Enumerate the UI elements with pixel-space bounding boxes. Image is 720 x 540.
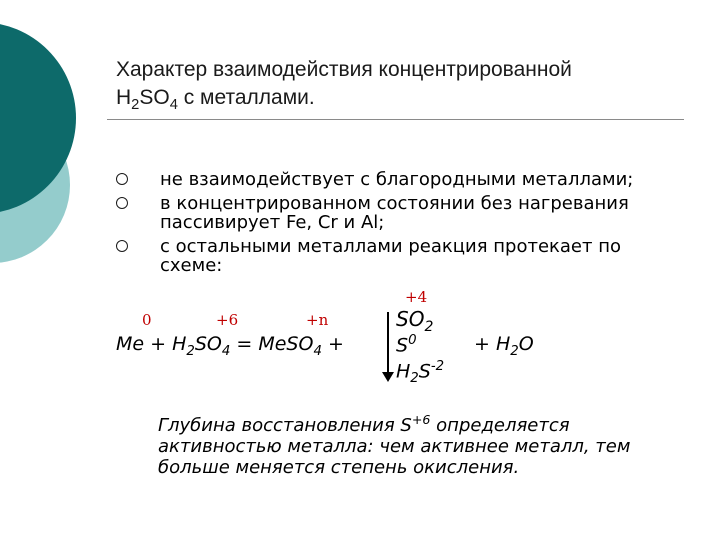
- product-so2: $SO_2$: [396, 307, 434, 335]
- ox-state-sulfur: +6: [216, 311, 239, 329]
- ox-state-so2: +4: [405, 288, 428, 306]
- arrow-down-icon: [382, 372, 394, 382]
- title-sub-2: 2: [131, 97, 140, 114]
- ox-state-metal: 0: [142, 311, 152, 329]
- conclusion-note: Глубина восстановления $S^{+6}$ определяется активностью металла: чем активнее металл, тем больше меняется степень окисления.: [158, 412, 631, 478]
- ox-state-n: +n: [306, 311, 329, 329]
- bullet-item: [116, 194, 676, 232]
- bullet-item: [116, 170, 676, 189]
- product-h2s: $H_2S^{-2}$: [396, 359, 445, 387]
- bullet-text: не взаимодействует с благородными металлами;: [160, 169, 634, 190]
- title-line-2: [116, 84, 572, 119]
- circle-bullet-icon: [116, 173, 128, 185]
- bullet-list: [116, 170, 676, 280]
- title-line-1: Характер взаимодействия концентрированной: [116, 58, 572, 81]
- title-rest: с металлами.: [177, 86, 315, 109]
- product-s0: $S^0$: [396, 333, 417, 357]
- slide-title: [116, 56, 572, 119]
- bullet-text: в концентрированном состоянии без нагревания пассивирует Fe, Cr и Al;: [160, 193, 629, 233]
- reaction-left-side: $Me + H_2SO_4$ = MeSO$_4$ +: [116, 333, 344, 359]
- bullet-item: [116, 237, 676, 275]
- reduction-arrow-line: [387, 312, 389, 376]
- title-h: H: [116, 86, 132, 109]
- bullet-text: с остальными металлами реакция протекает по схеме:: [160, 236, 621, 276]
- product-water: + $H_2O$: [474, 333, 534, 359]
- title-so: SO: [139, 86, 170, 109]
- circle-bullet-icon: [116, 197, 128, 209]
- circle-bullet-icon: [116, 240, 128, 252]
- decorative-circles: [0, 0, 120, 300]
- title-sub-4: 4: [169, 97, 178, 114]
- title-divider: [107, 119, 684, 120]
